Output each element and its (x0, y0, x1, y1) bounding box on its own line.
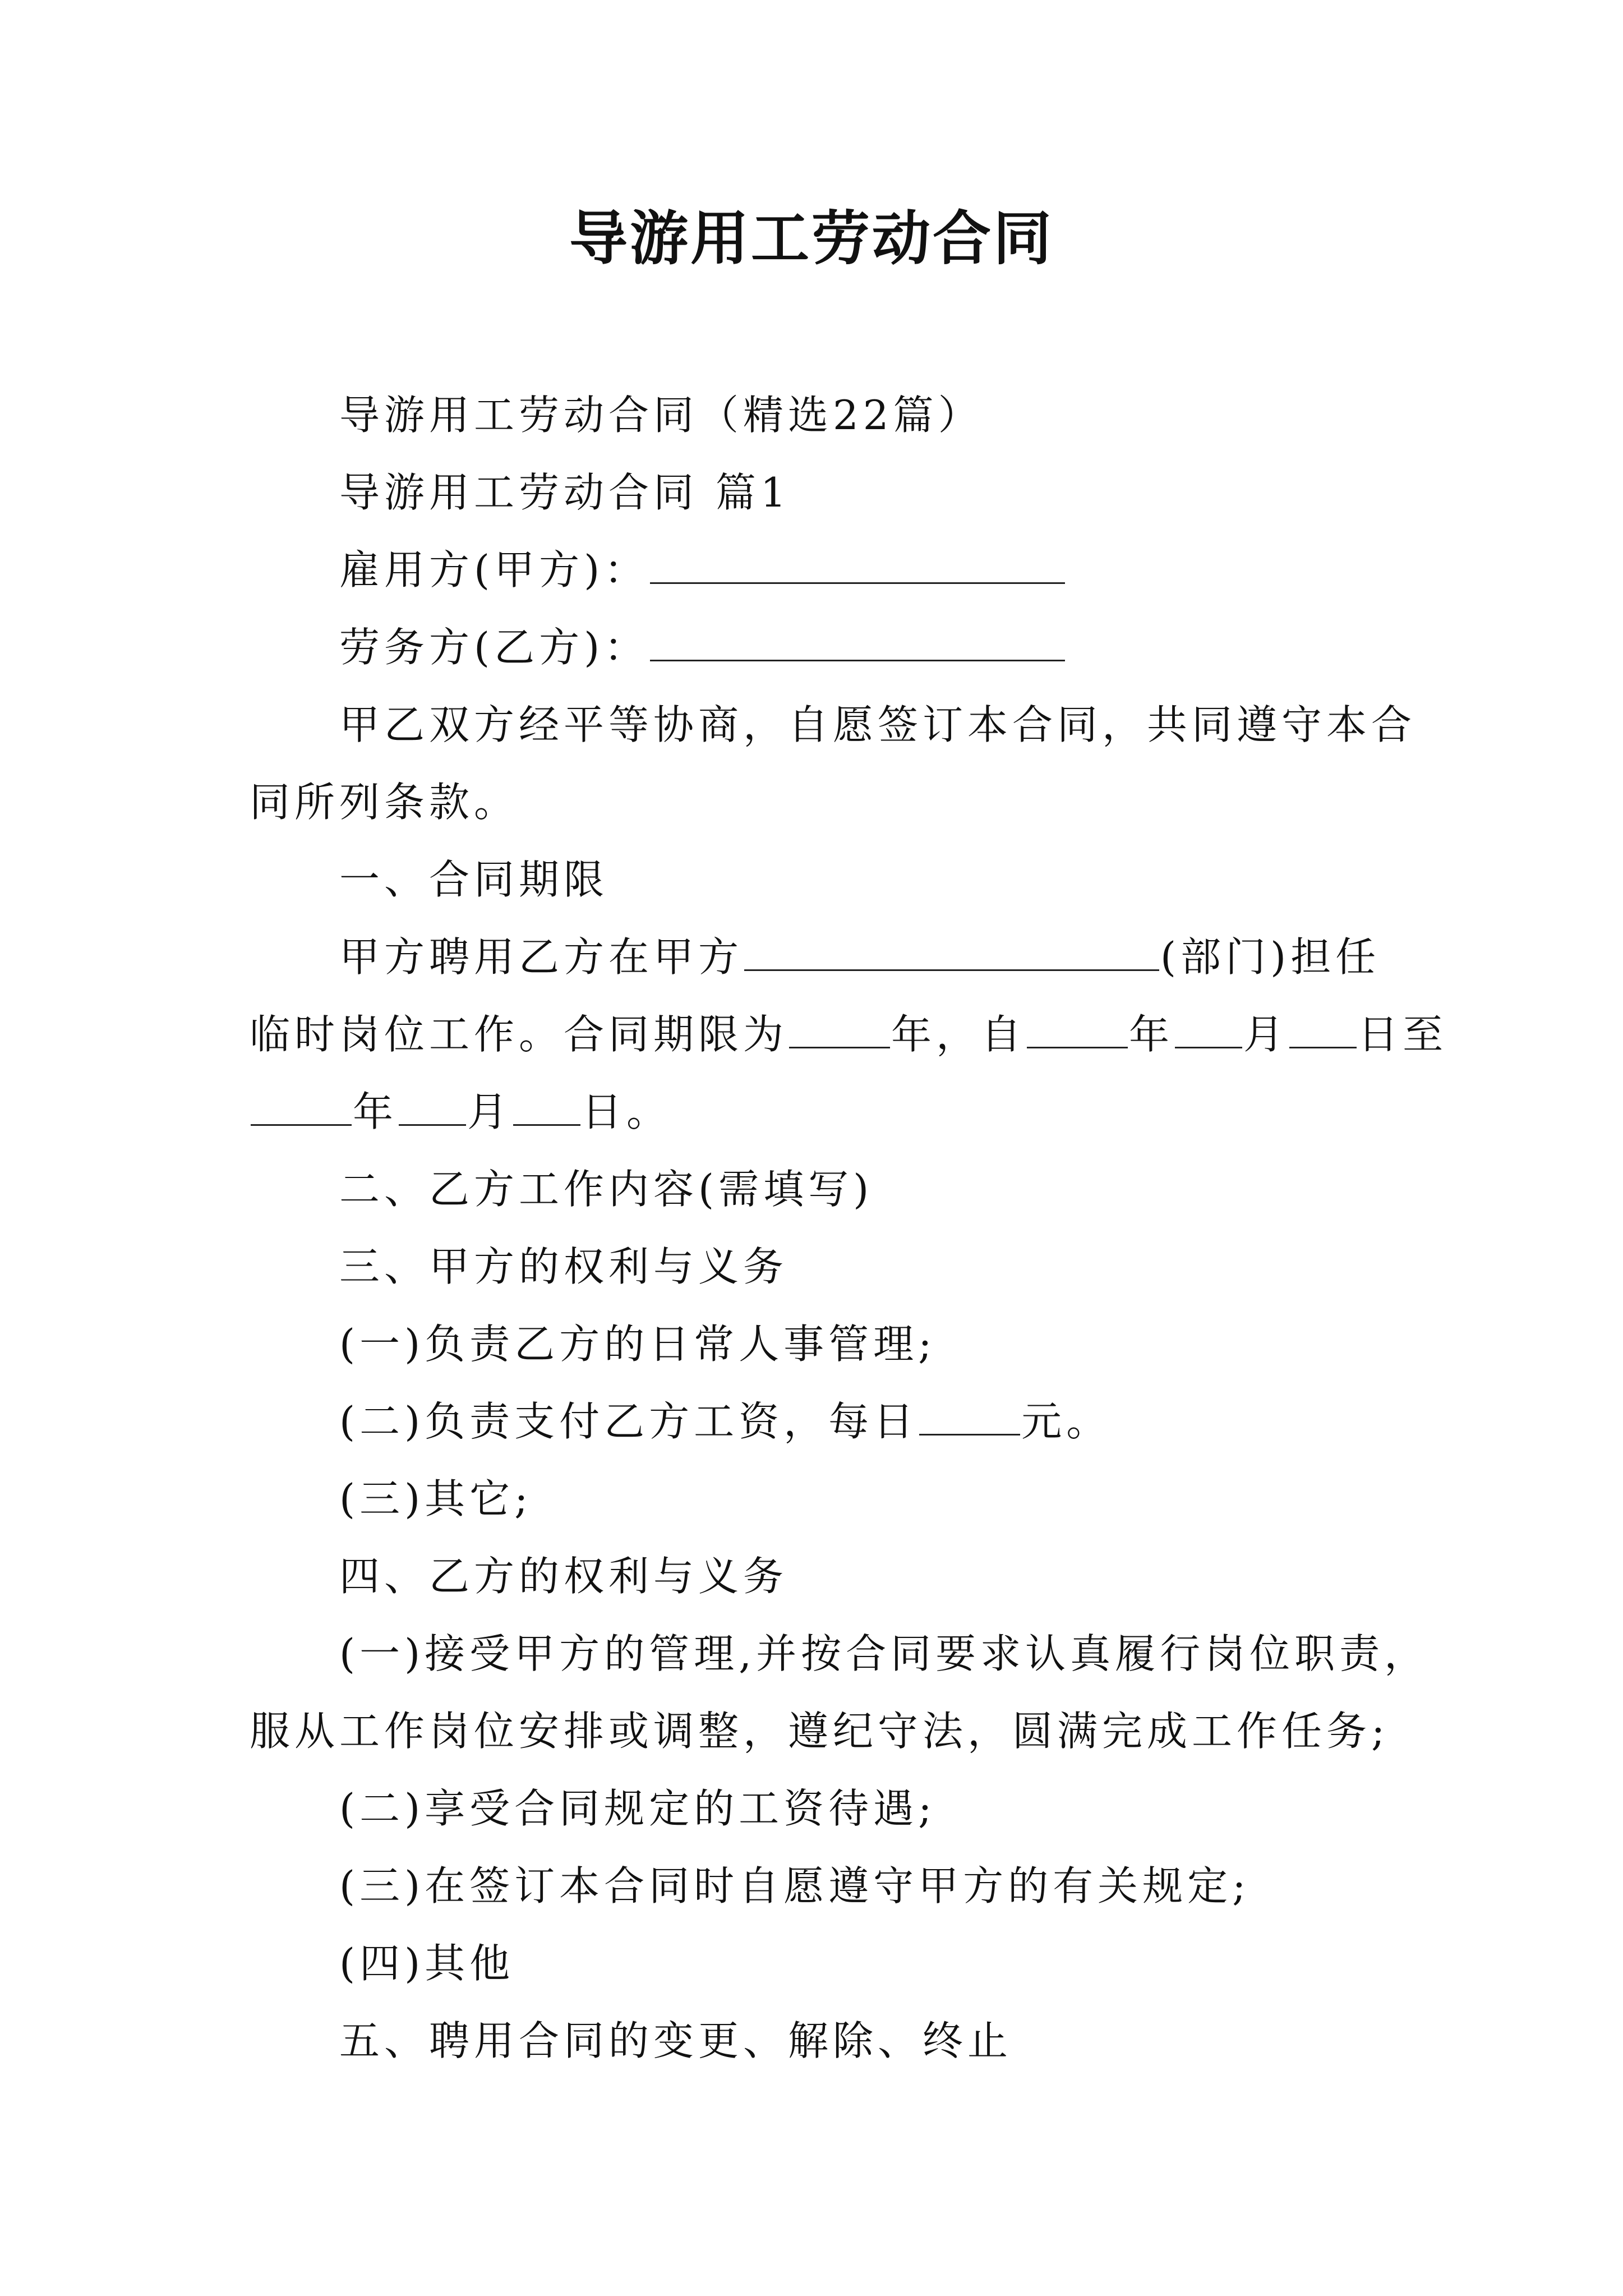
s1-end-month: 月 (467, 1088, 513, 1135)
section-1-line-2 (250, 1006, 1447, 1062)
s1-text-c: 临时岗位工作。合同期限为 (250, 1011, 789, 1058)
section-3-item-2 (339, 1393, 1111, 1450)
section-4-title: 四、乙方的权利与义务 (339, 1553, 789, 1600)
laborer-blank[interactable] (650, 626, 1065, 661)
intro-line-2: 同所列条款。 (250, 779, 519, 826)
s1-day-to: 日至 (1358, 1011, 1448, 1058)
start-day-blank[interactable] (1289, 1013, 1357, 1048)
s1-month: 月 (1243, 1011, 1289, 1058)
section-3-title: 三、甲方的权利与义务 (339, 1243, 789, 1290)
section-heading: 导游用工劳动合同 篇1 (339, 469, 791, 516)
section-1-title: 一、合同期限 (339, 856, 609, 903)
daily-wage-blank[interactable] (919, 1400, 1020, 1435)
section-4-item-3: (三)在签订本合同时自愿遵守甲方的有关规定; (339, 1862, 1251, 1910)
s1-end-year: 年 (353, 1088, 398, 1135)
s3-2-text-a: (二)负责支付乙方工资，每日 (339, 1398, 919, 1445)
laborer-line (339, 619, 1066, 675)
section-4-item-4: (四)其他 (339, 1940, 515, 1987)
section-1-line-1 (339, 929, 1380, 985)
employer-line (339, 542, 1066, 598)
employer-blank[interactable] (650, 549, 1065, 584)
end-year-blank[interactable] (251, 1091, 352, 1126)
intro-line-1: 甲乙双方经平等协商，自愿签订本合同，共同遵守本合 (339, 701, 1417, 748)
section-5-title: 五、聘用合同的变更、解除、终止 (339, 2017, 1013, 2064)
s3-2-text-b: 元。 (1021, 1398, 1112, 1445)
laborer-label: 劳务方(乙方)： (339, 624, 649, 671)
end-month-blank[interactable] (399, 1091, 466, 1126)
document-subtitle: 导游用工劳动合同（精选22篇） (339, 392, 983, 439)
employer-label: 雇用方(甲方)： (339, 546, 649, 593)
section-4-item-1a: (一)接受甲方的管理,并按合同要求认真履行岗位职责， (339, 1630, 1430, 1677)
department-blank[interactable] (744, 936, 1159, 971)
start-year-blank[interactable] (1027, 1013, 1128, 1048)
term-years-blank[interactable] (789, 1013, 890, 1048)
s1-text-b: (部门)担任 (1160, 933, 1381, 981)
section-2-title: 二、乙方工作内容(需填写) (339, 1166, 874, 1213)
document-title: 导游用工劳动合同 (569, 204, 1054, 273)
start-month-blank[interactable] (1175, 1013, 1242, 1048)
s1-year-unit: 年 (1129, 1011, 1174, 1058)
end-day-blank[interactable] (513, 1091, 580, 1126)
s1-nian: 年，自 (891, 1011, 1026, 1058)
s1-end-day: 日。 (582, 1088, 672, 1135)
section-1-line-3 (250, 1084, 671, 1140)
section-3-item-1: (一)负责乙方的日常人事管理; (339, 1320, 937, 1368)
section-4-item-1b: 服从工作岗位安排或调整，遵纪守法，圆满完成工作任务; (250, 1708, 1390, 1755)
section-4-item-2: (二)享受合同规定的工资待遇; (339, 1785, 937, 1832)
section-3-item-3: (三)其它; (339, 1475, 533, 1522)
s1-text-a: 甲方聘用乙方在甲方 (339, 933, 744, 981)
